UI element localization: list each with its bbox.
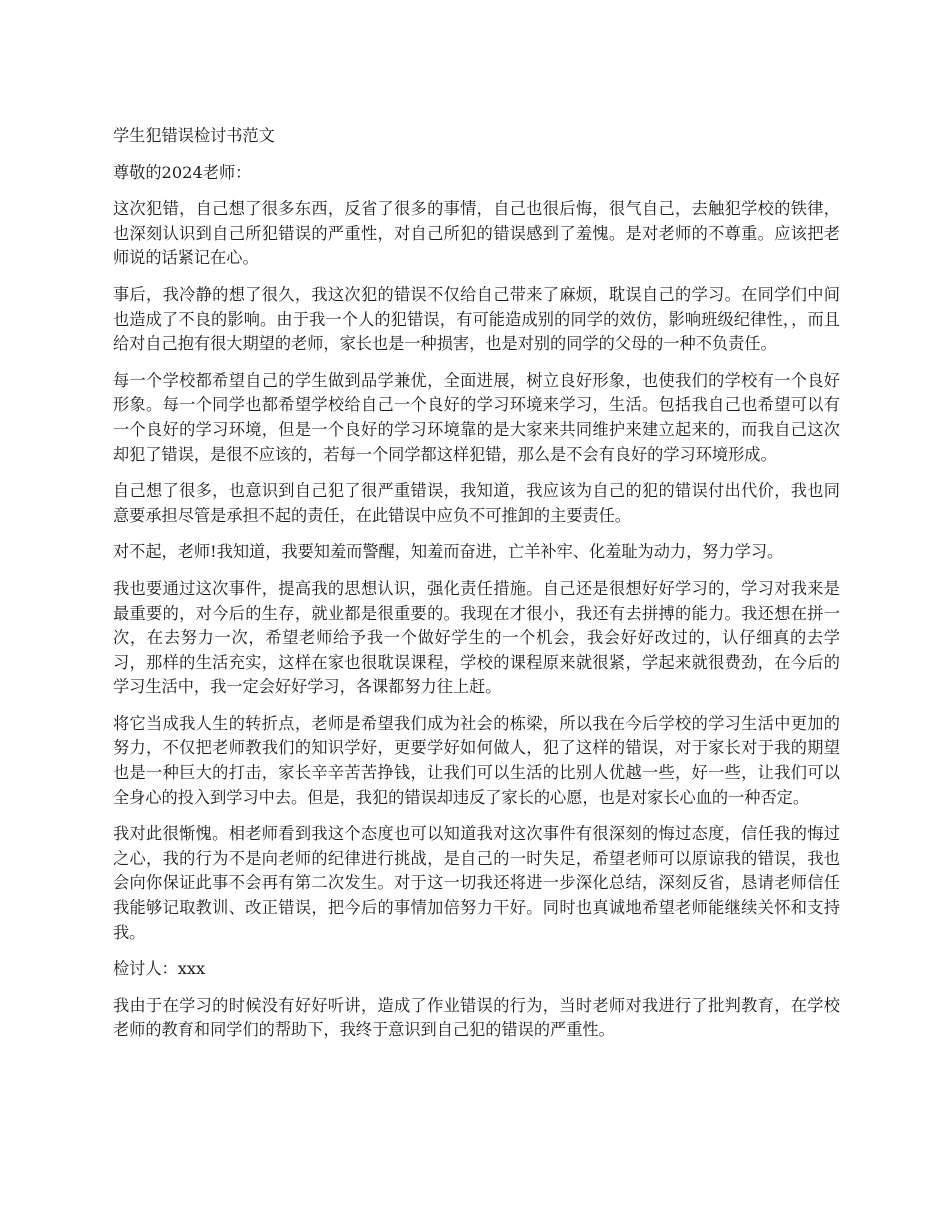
paragraph-10: 我由于在学习的时候没有好好听讲，造成了作业错误的行为，当时老师对我进行了批判教育，在学校老师的教育和同学们的帮助下，我终于意识到自己犯的错误的严重性。	[113, 995, 840, 1040]
salutation: 尊敬的2024老师：	[113, 162, 252, 182]
document-body	[113, 124, 840, 1055]
signature-line: 检讨人：xxx	[113, 959, 206, 979]
paragraph-2: 事后，我冷静的想了很久，我这次犯的错误不仅给自己带来了麻烦，耽误自己的学习。在同学们中间也造成了不良的影响。由于我一个人的犯错误，有可能造成别的同学的效仿，影响班级纪律性，，而且给对自己抱有很大期望的老师，家长也是一种损害，也是对别的同学的父母的一种不负责任。	[113, 284, 840, 354]
paragraph-3: 每一个学校都希望自己的学生做到品学兼优，全面进展，树立良好形象，也使我们的学校有一个良好形象。每一个同学也都希望学校给自己一个良好的学习环境来学习，生活。包括我自己也希望可以有一个良好的学习环境，但是一个良好的学习环境靠的是大家来共同维护来建立起来的，而我自己这次却犯了错误，是很不应该的，若每一个同学都这样犯错，那么是不会有良好的学习环境形成。	[113, 370, 840, 464]
document-title: 学生犯错误检讨书范文	[113, 126, 275, 145]
paragraph-7: 将它当成我人生的转折点，老师是希望我们成为社会的栋梁，所以我在今后学校的学习生活中更加的努力，不仅把老师教我们的知识学好，更要学好如何做人，犯了这样的错误，对于家长对于我的期望也是一种巨大的打击，家长辛辛苦苦挣钱，让我们可以生活的比别人优越一些，好一些，让我们可以全身心的投入到学习中去。但是，我犯的错误却违反了家长的心愿，也是对家长心血的一种否定。	[113, 713, 840, 807]
paragraph-6: 我也要通过这次事件，提高我的思想认识，强化责任措施。自己还是很想好好学习的，学习对我来是最重要的，对今后的生存，就业都是很重要的。我现在才很小，我还有去拼搏的能力。我还想在拼一次，在去努力一次，希望老师给予我一个做好学生的一个机会，我会好好改过的，认仔细真的去学习，那样的生活充实，这样在家也很耽误课程，学校的课程原来就很紧，学起来就很费劲，在今后的学习生活中，我一定会好好学习，各课都努力往上赶。	[113, 578, 840, 697]
paragraph-4: 自己想了很多，也意识到自己犯了很严重错误，我知道，我应该为自己的犯的错误付出代价，我也同意要承担尽管是承担不起的责任，在此错误中应负不可推卸的主要责任。	[113, 481, 840, 525]
paragraph-5: 对不起，老师!我知道，我要知羞而警醒，知羞而奋进，亡羊补牢、化羞耻为动力，努力学习。	[113, 542, 784, 562]
paragraph-1: 这次犯错，自己想了很多东西，反省了很多的事情，自己也很后悔，很气自己，去触犯学校的铁律，也深刻认识到自己所犯错误的严重性，对自己所犯的错误感到了羞愧。是对老师的不尊重。应该把老师说的话紧记在心。	[113, 199, 840, 268]
paragraph-8: 我对此很惭愧。相老师看到我这个态度也可以知道我对这次事件有很深刻的悔过态度，信任我的悔过之心，我的行为不是向老师的纪律进行挑战，是自己的一时失足，希望老师可以原谅我的错误，我也会向你保证此事不会再有第二次发生。对于这一切我还将进一步深化总结，深刻反省，恳请老师信任我能够记取教训、改正错误，把今后的事情加倍努力干好。同时也真诚地希望老师能继续关怀和支持我。	[113, 824, 840, 942]
